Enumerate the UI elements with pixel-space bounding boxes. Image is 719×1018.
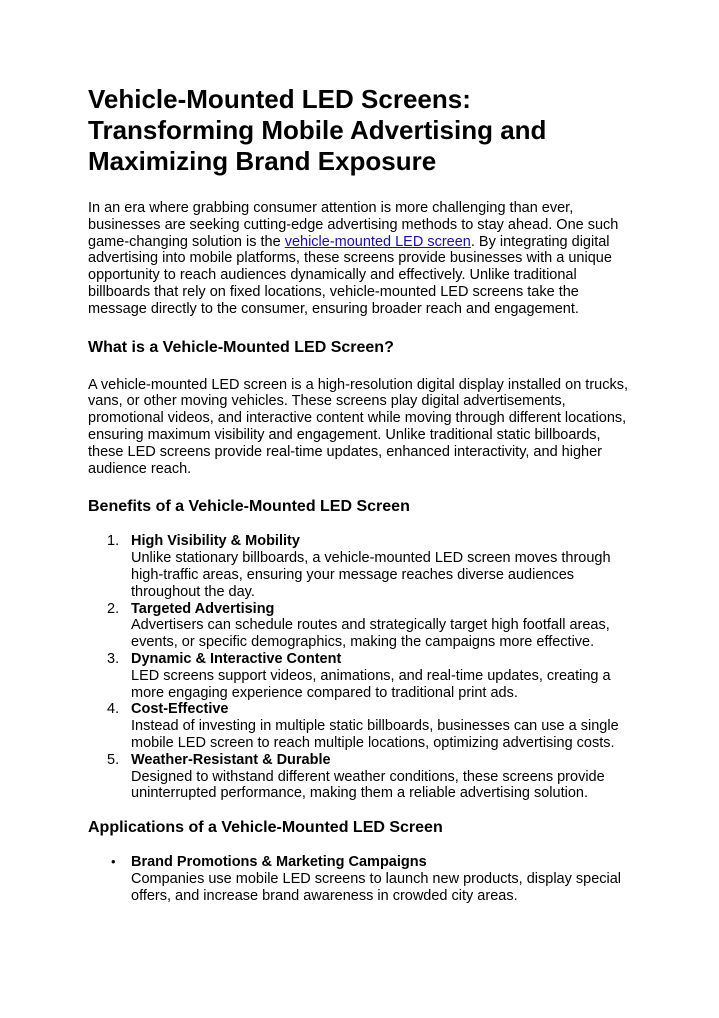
- application-title: Brand Promotions & Marketing Campaigns: [131, 854, 427, 871]
- benefits-list: [88, 533, 633, 802]
- benefit-item-dynamic-content: [88, 651, 633, 701]
- page-title: Vehicle-Mounted LED Screens: Transforming Mobile Advertising and Maximizing Brand Exposure: [88, 84, 547, 176]
- list-number: 5.: [107, 751, 120, 768]
- benefit-title: Dynamic & Interactive Content: [131, 650, 342, 667]
- benefit-item-targeted-advertising: [88, 601, 633, 651]
- benefit-description: Unlike stationary billboards, a vehicle-mounted LED screen moves through high-traffic areas, ensuring your message reaches diverse audiences throughout the day.: [131, 550, 611, 600]
- list-number: 1.: [107, 533, 120, 550]
- benefit-description: Instead of investing in multiple static billboards, businesses can use a single mobile LED screen to reach multiple locations, optimizing advertising costs.: [131, 718, 619, 751]
- applications-list: [88, 854, 633, 904]
- list-number: 4.: [107, 701, 120, 718]
- benefit-title: Cost-Effective: [131, 701, 229, 718]
- benefit-description: Designed to withstand different weather conditions, these screens provide uninterrupted performance, making them a reliable advertising solution.: [131, 768, 605, 802]
- benefit-description: Advertisers can schedule routes and strategically target high footfall areas, events, or specific demographics, making the campaigns more effective.: [131, 617, 610, 651]
- list-number: 2.: [107, 600, 120, 617]
- benefit-title: Targeted Advertising: [131, 600, 275, 617]
- application-description: Companies use mobile LED screens to launch new products, display special offers, and increase brand awareness in crowded city areas.: [131, 870, 622, 904]
- intro-text-before-link: In an era where grabbing consumer attention is more challenging than ever, businesses are seeking cutting-edge advertising methods to stay ahead. One such game-changing solution is the: [88, 200, 619, 250]
- benefit-title: High Visibility & Mobility: [131, 533, 300, 550]
- what-heading: What is a Vehicle-Mounted LED Screen?: [88, 338, 394, 356]
- application-item-brand-promotions: [88, 854, 633, 904]
- benefit-item-weather-resistant: [88, 752, 633, 802]
- vehicle-mounted-led-screen-link[interactable]: vehicle-mounted LED screen: [284, 233, 471, 250]
- bullet-icon: •: [111, 854, 116, 870]
- list-number: 3.: [107, 650, 120, 667]
- benefit-item-high-visibility: [88, 533, 633, 600]
- what-paragraph: A vehicle-mounted LED screen is a high-resolution digital display installed on trucks, vans, or other moving vehicles. These screens play digital advertisements, promotional videos, and interactive content while moving through different locations, ensuring maximum visibility and engagement. Unlike traditional static billboards, these LED screens provide real-time updates, enhanced interactivity, and higher audience reach.: [88, 376, 629, 477]
- benefit-title: Weather-Resistant & Durable: [131, 751, 331, 768]
- benefit-item-cost-effective: [88, 701, 633, 751]
- applications-heading: Applications of a Vehicle-Mounted LED Screen: [88, 819, 443, 837]
- intro-paragraph: [88, 200, 633, 318]
- benefit-description: LED screens support videos, animations, and real-time updates, creating a more engaging experience compared to traditional print ads.: [131, 667, 611, 701]
- intro-text-after-link: . By integrating digital advertising into mobile platforms, these screens provide businesses with a unique opportunity to reach audiences dynamically and effectively. Unlike traditional billboards that rely on fixed locations, vehicle-mounted LED screens take the message directly to the consumer, ensuring broader reach and engagement.: [88, 233, 612, 317]
- benefits-heading: Benefits of a Vehicle-Mounted LED Screen: [88, 498, 410, 516]
- document-page: [88, 84, 633, 905]
